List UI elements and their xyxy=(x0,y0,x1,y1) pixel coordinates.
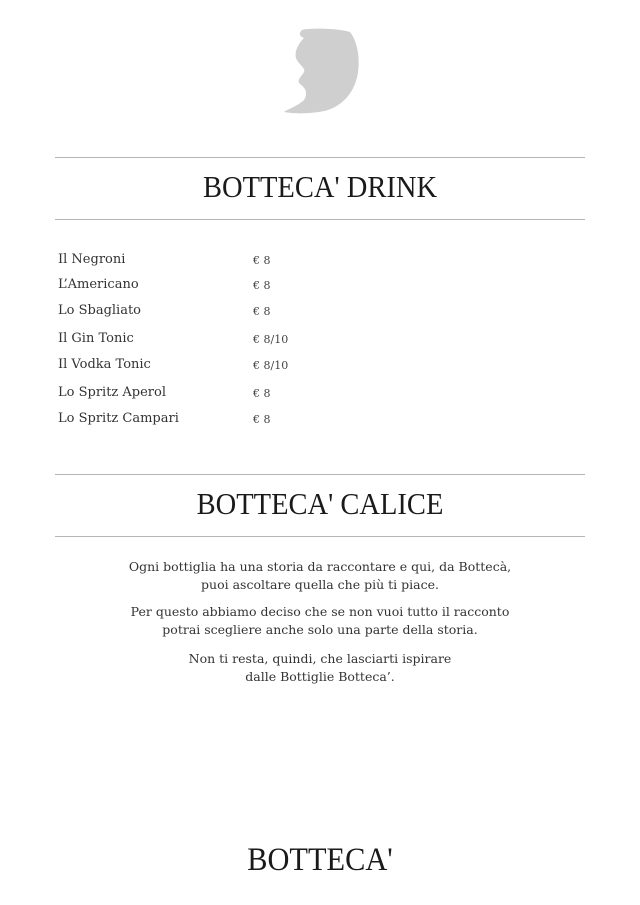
menu-item-name: Lo Spritz Campari xyxy=(58,411,179,426)
menu-item-price: € 8 xyxy=(253,387,271,400)
drink-section-title: BOTTECA' DRINK xyxy=(202,169,438,204)
divider xyxy=(55,219,585,220)
calice-section-title: BOTTECA' CALICE xyxy=(196,486,444,521)
menu-item xyxy=(58,331,458,351)
calice-paragraph xyxy=(0,603,640,639)
paragraph-line: Non ti resta, quindi, che lasciarti ispirare xyxy=(188,651,452,666)
menu-item-name: Il Vodka Tonic xyxy=(58,357,151,372)
menu-item-price: € 8/10 xyxy=(253,333,289,346)
menu-item xyxy=(58,303,458,323)
menu-item xyxy=(58,252,458,272)
menu-item-price: € 8/10 xyxy=(253,359,289,372)
calice-paragraph xyxy=(0,558,640,594)
menu-item-name: Lo Spritz Aperol xyxy=(58,385,166,400)
paragraph-line: dalle Bottiglie Botteca’. xyxy=(245,669,395,684)
menu-item-name: Lo Sbagliato xyxy=(58,303,142,318)
calice-paragraph xyxy=(0,650,640,686)
divider xyxy=(55,474,585,475)
menu-item xyxy=(58,385,458,405)
menu-item-price: € 8 xyxy=(253,254,271,267)
menu-item-name: Il Gin Tonic xyxy=(58,331,134,346)
menu-item-price: € 8 xyxy=(253,279,271,292)
brand-logo-icon xyxy=(280,28,360,114)
paragraph-line: potrai scegliere anche solo una parte della storia. xyxy=(162,622,478,637)
menu-item-price: € 8 xyxy=(253,305,271,318)
menu-item xyxy=(58,411,458,431)
menu-item-name: Il Negroni xyxy=(58,252,126,267)
paragraph-line: puoi ascoltare quella che più ti piace. xyxy=(201,577,439,592)
divider xyxy=(55,536,585,537)
menu-item xyxy=(58,277,458,297)
paragraph-line: Per questo abbiamo deciso che se non vuoi tutto il racconto xyxy=(130,604,510,619)
menu-item xyxy=(58,357,458,377)
footer-logo: BOTTECA' xyxy=(247,842,393,878)
paragraph-line: Ogni bottiglia ha una storia da raccontare e qui, da Bottecà, xyxy=(128,559,512,574)
divider-top xyxy=(55,157,585,158)
menu-item-price: € 8 xyxy=(253,413,271,426)
menu-item-name: L’Americano xyxy=(58,277,139,292)
